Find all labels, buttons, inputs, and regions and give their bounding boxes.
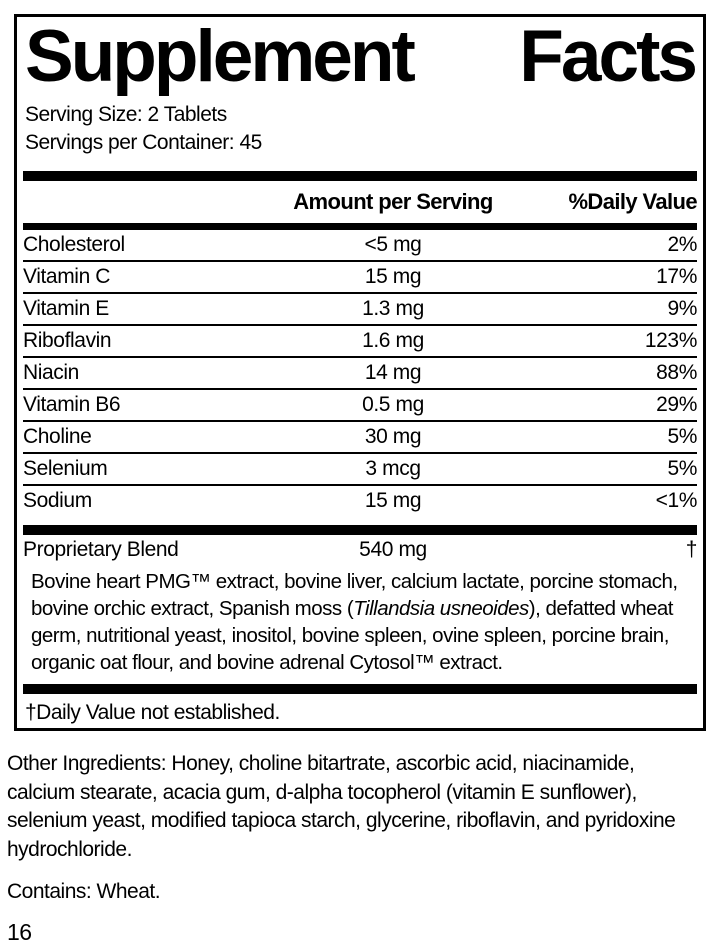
page-number: 16 [7,919,32,945]
nutrient-row [23,230,697,262]
nutrient-amount: 0.5 mg [362,393,424,416]
nutrient-row [23,486,697,518]
nutrient-daily-value: 9% [667,297,697,320]
nutrient-daily-value: 5% [667,457,697,480]
divider-thick-footnote [23,684,697,694]
nutrient-name: Choline [23,425,92,448]
nutrient-rows [23,230,697,518]
nutrient-name: Vitamin C [23,265,111,288]
divider-medium-header [23,223,697,230]
nutrient-row [23,390,697,422]
proprietary-blend-description [23,565,697,676]
nutrient-daily-value: 5% [667,425,697,448]
blend-description-latin-name: Tillandsia usneoides [353,597,529,620]
nutrient-amount: <5 mg [364,233,422,256]
nutrient-name: Vitamin B6 [23,393,121,416]
daily-value-footnote: †Daily Value not established. [25,701,280,724]
nutrient-row [23,358,697,390]
nutrient-name: Vitamin E [23,297,109,320]
divider-thick-blend [23,525,697,535]
title-word-facts: Facts [519,16,695,97]
nutrient-amount: 1.3 mg [362,297,424,320]
panel-title [25,16,695,97]
blend-description-before: Bovine heart PMG™ extract, bovine liver, calcium lactate, porcine stomach, bovine orchic extract, Spanish moss ( [31,570,678,620]
proprietary-blend-amount: 540 mg [359,538,427,561]
blend-description-after: ), defatted wheat germ, nutritional yeast, inositol, bovine spleen, ovine spleen, porcine brain, organic oat flour, and bovine adrenal Cytosol™ extract. [31,597,673,674]
table-header-row [23,181,697,223]
nutrient-name: Riboflavin [23,329,112,352]
proprietary-blend-dagger: † [685,538,697,561]
nutrient-name: Sodium [23,489,92,512]
proprietary-blend-row [23,535,697,565]
nutrient-daily-value: 29% [656,393,697,416]
nutrient-name: Selenium [23,457,108,480]
nutrient-daily-value: 88% [656,361,697,384]
serving-size-line: Serving Size: 2 Tablets [25,103,227,126]
nutrient-daily-value: 17% [656,265,697,288]
nutrient-daily-value: 123% [644,329,697,352]
nutrient-daily-value: <1% [655,489,697,512]
nutrient-name: Niacin [23,361,79,384]
other-ingredients-text: Other Ingredients: Honey, choline bitartrate, ascorbic acid, niacinamide, calcium stearate, acacia gum, d-alpha tocopherol (vitamin E sunflower), selenium yeast, modified tapioca starch, glycerine, riboflavin, and pyridoxine hydrochloride. [7,752,676,861]
nutrient-row [23,262,697,294]
nutrient-name: Cholesterol [23,233,125,256]
nutrient-row [23,294,697,326]
nutrient-daily-value: 2% [667,233,697,256]
proprietary-blend-name: Proprietary Blend [23,538,179,561]
nutrient-amount: 14 mg [364,361,422,384]
title-word-supplement: Supplement [25,16,413,97]
servings-per-container-line: Servings per Container: 45 [25,131,262,154]
nutrient-amount: 1.6 mg [362,329,424,352]
supplement-facts-panel [14,14,706,731]
nutrient-amount: 30 mg [364,425,422,448]
amount-per-serving-header: Amount per Serving [293,189,493,214]
nutrient-amount: 15 mg [364,265,422,288]
contains-statement: Contains: Wheat. [7,880,161,903]
nutrient-row [23,326,697,358]
daily-value-header: %Daily Value [568,189,697,214]
nutrient-row [23,422,697,454]
nutrient-amount: 15 mg [364,489,422,512]
divider-thick-top [23,171,697,181]
nutrient-amount: 3 mcg [365,457,421,480]
nutrient-row [23,454,697,486]
